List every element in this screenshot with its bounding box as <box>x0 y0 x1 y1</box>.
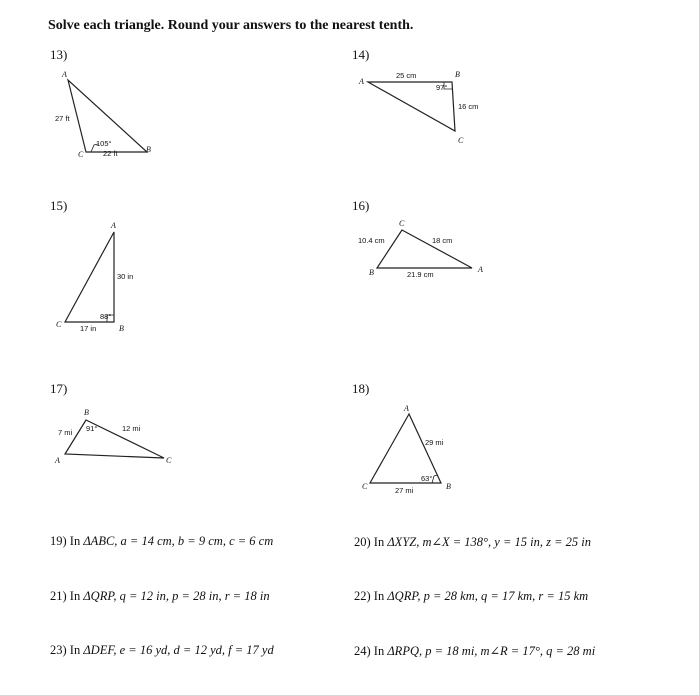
problem-prefix: In <box>373 589 388 603</box>
problem-givens: , e = 16 yd, d = 12 yd, f = 17 yd <box>113 643 274 657</box>
side-label: 25 cm <box>396 71 417 80</box>
problem-23 <box>50 643 274 658</box>
triangle-name: ΔQRP <box>387 589 418 603</box>
vertex-b: B <box>119 324 124 333</box>
problem-givens: , p = 18 mi, m∠R = 17°, q = 28 mi <box>418 644 596 658</box>
vertex-a: A <box>111 221 116 230</box>
problem-givens: , p = 28 km, q = 17 km, r = 15 km <box>417 589 589 603</box>
side-label: 12 mi <box>122 424 141 433</box>
angle-label: 91° <box>86 424 98 433</box>
problem-number: 20) <box>354 535 371 549</box>
vertex-a: A <box>55 456 60 465</box>
problem-number: 22) <box>354 589 371 603</box>
problem-number: 19) <box>50 534 67 548</box>
side-label: 21.9 cm <box>407 270 434 279</box>
angle-label: 88° <box>100 312 112 321</box>
problem-20 <box>354 534 591 550</box>
side-label: 16 cm <box>458 102 479 111</box>
problem-givens: , q = 12 in, p = 28 in, r = 18 in <box>113 589 270 603</box>
vertex-a: A <box>478 265 483 274</box>
side-label: 7 mi <box>58 428 73 437</box>
vertex-b: B <box>455 70 460 79</box>
problem-number: 18) <box>352 381 370 396</box>
side-label: 29 mi <box>425 438 444 447</box>
vertex-c: C <box>362 482 368 491</box>
vertex-a: A <box>62 70 67 79</box>
vertex-c: C <box>56 320 62 329</box>
side-label: 27 mi <box>395 486 414 495</box>
problem-prefix: In <box>69 534 84 548</box>
vertex-c: C <box>78 150 84 159</box>
problem-24 <box>354 643 595 659</box>
triangle-name: ΔDEF <box>83 643 114 657</box>
vertex-a: A <box>359 77 364 86</box>
triangle-name: ΔABC <box>83 534 115 548</box>
side-label: 27 ft <box>55 114 70 123</box>
vertex-b: B <box>146 145 151 154</box>
worksheet-title: Solve each triangle. Round your answers to the nearest tenth. <box>48 18 414 33</box>
problem-22 <box>354 589 588 604</box>
side-label: 18 cm <box>432 236 453 245</box>
problem-givens: , m∠X = 138°, y = 15 in, z = 25 in <box>416 535 592 549</box>
vertex-b: B <box>84 408 89 417</box>
problem-21 <box>50 589 270 604</box>
triangle-name: ΔQRP <box>83 589 114 603</box>
problem-number: 13) <box>50 47 68 62</box>
vertex-b: B <box>446 482 451 491</box>
problem-number: 17) <box>50 381 68 396</box>
side-label: 17 in <box>80 324 97 333</box>
side-label: 22 ft <box>103 149 118 158</box>
problem-prefix: In <box>69 589 84 603</box>
triangle-name: ΔXYZ <box>387 535 417 549</box>
vertex-c: C <box>458 136 464 145</box>
vertex-b: B <box>369 268 374 277</box>
triangle-name: ΔRPQ <box>387 644 419 658</box>
problem-prefix: In <box>373 535 388 549</box>
side-label: 10.4 cm <box>358 236 385 245</box>
problem-number: 15) <box>50 198 68 213</box>
problem-prefix: In <box>373 644 388 658</box>
vertex-c: C <box>399 219 405 228</box>
vertex-a: A <box>404 404 409 413</box>
problem-number: 14) <box>352 47 370 62</box>
angle-label: 105° <box>96 139 112 148</box>
vertex-c: C <box>166 456 172 465</box>
problem-19 <box>50 534 273 549</box>
angle-label: 97° <box>436 83 448 92</box>
problem-givens: , a = 14 cm, b = 9 cm, c = 6 cm <box>114 534 274 548</box>
problem-number: 24) <box>354 644 371 658</box>
angle-label: 63° <box>421 474 433 483</box>
problem-number: 21) <box>50 589 67 603</box>
problem-number: 16) <box>352 198 370 213</box>
problem-prefix: In <box>69 643 84 657</box>
problem-number: 23) <box>50 643 67 657</box>
side-label: 30 in <box>117 272 134 281</box>
